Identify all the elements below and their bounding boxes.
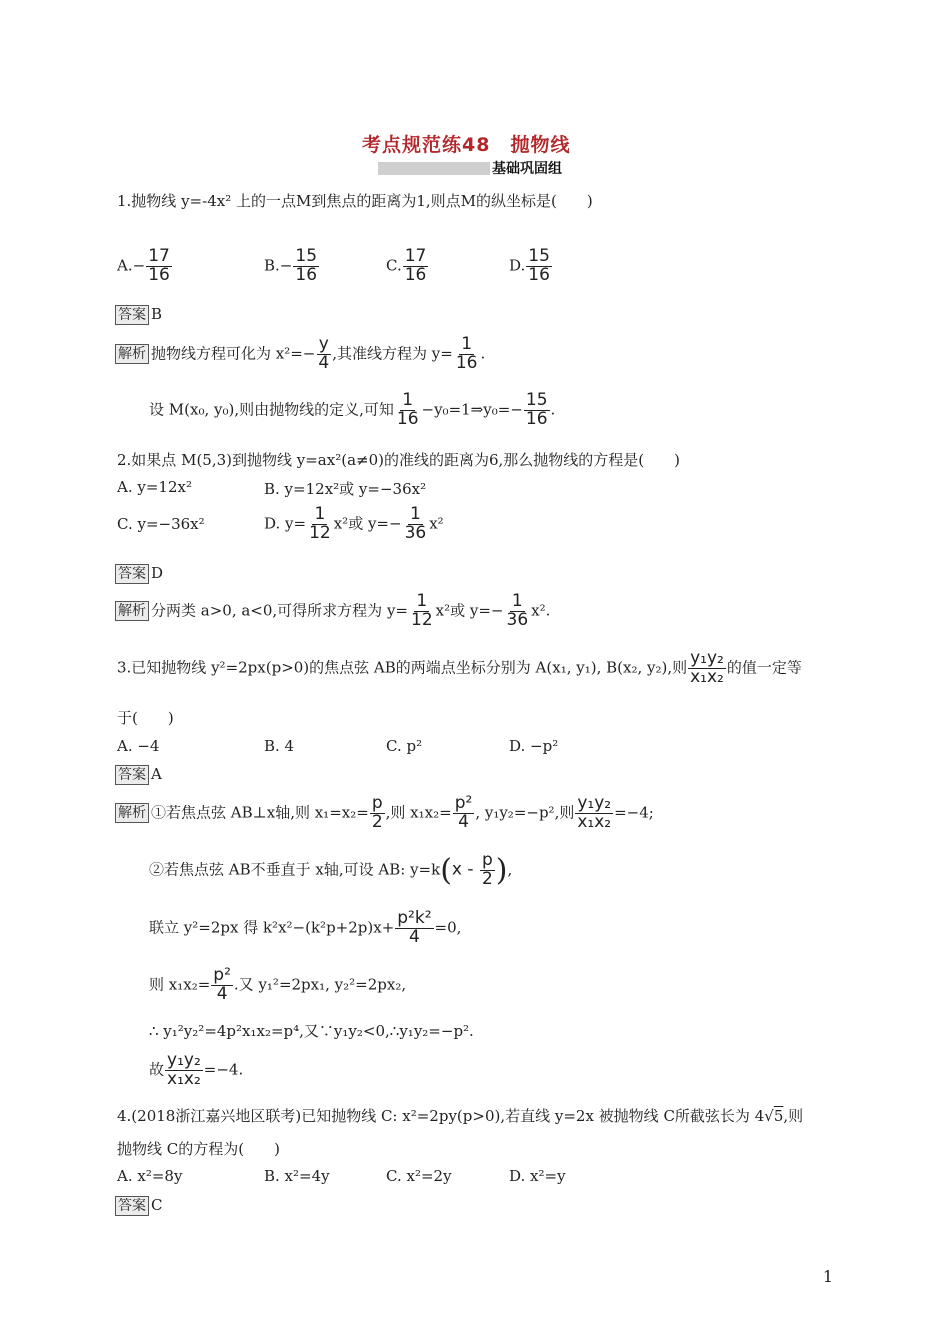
text: =0, xyxy=(434,918,462,937)
fraction xyxy=(409,593,435,630)
fraction xyxy=(307,506,333,543)
numerator: 1 xyxy=(409,504,421,524)
q2-answer xyxy=(115,564,163,584)
text: −y₀=1⇒y₀=− xyxy=(421,400,523,419)
text: x²或 y=− xyxy=(333,514,402,533)
q1-option-d-fraction xyxy=(526,248,552,285)
numerator: 1 xyxy=(511,591,523,611)
text: D. y= xyxy=(264,514,307,533)
numerator: 17 xyxy=(404,246,427,266)
q4-answer xyxy=(115,1196,162,1216)
q3-analysis-line6 xyxy=(149,1052,243,1089)
denominator: x₁x₂ xyxy=(167,1068,201,1089)
denominator: 4 xyxy=(458,811,469,832)
numerator: y xyxy=(318,334,329,354)
text: 故 xyxy=(149,1060,165,1079)
denominator: 16 xyxy=(525,408,548,429)
q1-option-c-label: C. xyxy=(386,256,402,275)
denominator: 12 xyxy=(309,522,331,543)
q4-stem xyxy=(117,1105,803,1126)
q2-option-a: A. y=12x² xyxy=(117,478,192,496)
q1-option-d xyxy=(509,248,553,285)
numerator: p²k² xyxy=(397,908,432,928)
numerator: 15 xyxy=(295,246,318,266)
denominator: 4 xyxy=(318,352,330,373)
text: 抛物线方程可化为 x²=− xyxy=(151,344,316,363)
text: =−4. xyxy=(203,1060,244,1079)
text: , xyxy=(507,860,513,879)
numerator: 1 xyxy=(402,390,414,410)
q4-option-d: D. x²=y xyxy=(509,1167,566,1185)
numerator: p² xyxy=(213,965,231,985)
text: ,则 xyxy=(783,1107,804,1125)
fraction xyxy=(165,1052,203,1089)
q2-analysis xyxy=(115,593,550,630)
text: .又 y₁²=2px₁, y₂²=2px₂, xyxy=(233,975,407,994)
text: 4.(2018浙江嘉兴地区联考)已知抛物线 C: x²=2py(p>0),若直线 y=2x 被抛物线 C所截弦长为 4 xyxy=(117,1107,765,1125)
numerator: p² xyxy=(454,793,473,813)
denominator: 36 xyxy=(506,609,529,630)
numerator: p xyxy=(481,850,493,870)
text: x²或 y=− xyxy=(435,601,504,620)
denominator: 16 xyxy=(295,264,318,285)
q4-option-a: A. x²=8y xyxy=(117,1167,183,1185)
denominator: 16 xyxy=(455,352,478,373)
text: ②若焦点弦 AB不垂直于 x轴,可设 AB: y=k xyxy=(149,860,441,879)
q2-answer-value: D xyxy=(151,564,164,582)
q2-option-d xyxy=(264,506,444,543)
q3-analysis-line2 xyxy=(149,852,512,889)
q1-option-b xyxy=(264,248,320,285)
fraction xyxy=(575,795,613,832)
fraction xyxy=(316,336,331,373)
text: ,其准线方程为 y= xyxy=(332,344,453,363)
denominator: x₁x₂ xyxy=(577,811,612,832)
q1-answer-value: B xyxy=(151,305,163,323)
q4-stem-line2: 抛物线 C的方程为( ) xyxy=(117,1140,280,1158)
fraction xyxy=(370,795,385,832)
text: , y₁y₂=−p²,则 xyxy=(475,803,575,822)
q4-option-c: C. x²=2y xyxy=(386,1167,452,1185)
text: 3.已知抛物线 y²=2px(p>0)的焦点弦 AB的两端点坐标分别为 A(x₁, y₁), B(x₂, y₂),则 xyxy=(117,658,688,677)
text: x² xyxy=(429,514,444,533)
q3-analysis-line3 xyxy=(149,910,461,947)
answer-tag: 答案 xyxy=(115,564,149,584)
text: ,则 x₁x₂= xyxy=(385,803,452,822)
q1-option-b-fraction xyxy=(293,248,319,285)
sqrt-radicand: 5 xyxy=(773,1107,784,1125)
denominator: 16 xyxy=(404,264,427,285)
q3-answer-value: A xyxy=(151,765,162,783)
denominator: 12 xyxy=(411,609,433,630)
q1-option-c xyxy=(386,248,429,285)
q3-analysis-line5: ∴ y₁²y₂²=4p²x₁x₂=p⁴,又∵y₁y₂<0,∴y₁y₂=−p². xyxy=(149,1022,474,1040)
fraction xyxy=(395,392,421,429)
numerator: 15 xyxy=(525,390,548,410)
text: 设 M(x₀, y₀),则由抛物线的定义,可知 xyxy=(149,400,394,419)
text: 分两类 a>0, a<0,可得所求方程为 y= xyxy=(151,601,408,620)
q1-option-b-label: B. xyxy=(264,256,280,275)
q3-answer xyxy=(115,765,162,785)
page-number: 1 xyxy=(822,1267,833,1286)
numerator: 1 xyxy=(314,504,326,524)
q3-stem-line2: 于( ) xyxy=(117,709,174,727)
left-paren: ( xyxy=(440,852,452,888)
q1-option-a xyxy=(117,248,173,285)
q1-option-c-fraction xyxy=(403,248,429,285)
numerator: 17 xyxy=(148,246,170,266)
section-subtitle: 基础巩固组 xyxy=(492,161,562,177)
q3-option-c: C. p² xyxy=(386,737,423,755)
fraction xyxy=(505,593,531,630)
q4-answer-value: C xyxy=(151,1196,163,1214)
q1-analysis-line1 xyxy=(115,336,485,373)
denominator: 4 xyxy=(408,926,420,947)
numerator: p xyxy=(371,793,383,813)
subtitle-bar xyxy=(378,162,490,175)
q1-option-d-label: D. xyxy=(509,256,526,275)
fraction xyxy=(480,852,495,889)
q3-analysis-line4 xyxy=(149,967,406,1004)
denominator: 2 xyxy=(481,868,493,889)
period: . xyxy=(550,400,556,419)
q2-stem: 2.如果点 M(5,3)到抛物线 y=ax²(a≠0)的准线的距离为6,那么抛物线的方程是( ) xyxy=(117,451,681,469)
analysis-tag: 解析 xyxy=(115,344,149,364)
analysis-tag: 解析 xyxy=(115,803,149,823)
numerator: 1 xyxy=(416,591,428,611)
denominator: 4 xyxy=(216,983,228,1004)
numerator: y₁y₂ xyxy=(167,1050,201,1070)
fraction xyxy=(453,795,475,832)
analysis-tag: 解析 xyxy=(115,601,149,621)
denominator: 16 xyxy=(528,264,550,285)
answer-tag: 答案 xyxy=(115,305,149,325)
fraction xyxy=(688,650,726,687)
q1-stem: 1.抛物线 y=-4x² 上的一点M到焦点的距离为1,则点M的纵坐标是( ) xyxy=(117,192,593,210)
denominator: x₁x₂ xyxy=(690,666,724,687)
right-paren: ) xyxy=(495,852,508,888)
q1-option-a-fraction xyxy=(146,248,172,285)
q4-option-b: B. x²=4y xyxy=(264,1167,330,1185)
period: . xyxy=(480,344,486,363)
text: =−4; xyxy=(614,803,654,822)
q3-option-a: A. −4 xyxy=(117,737,160,755)
denominator: 2 xyxy=(371,811,383,832)
q2-option-b: B. y=12x²或 y=−36x² xyxy=(264,480,427,498)
fraction xyxy=(524,392,550,429)
text: 则 x₁x₂= xyxy=(149,975,211,994)
denominator: 16 xyxy=(148,264,170,285)
text: x². xyxy=(531,601,551,620)
q1-analysis-line2 xyxy=(149,392,555,429)
fraction xyxy=(211,967,233,1004)
answer-tag: 答案 xyxy=(115,765,149,785)
q1-answer xyxy=(115,305,162,325)
q3-stem xyxy=(117,650,802,687)
q3-option-d: D. −p² xyxy=(509,737,559,755)
q3-option-b: B. 4 xyxy=(264,737,295,755)
text: 的值一定等 xyxy=(726,658,802,677)
sqrt-sign: √ xyxy=(764,1107,774,1125)
text: ①若焦点弦 AB⊥x轴,则 x₁=x₂= xyxy=(151,803,369,822)
fraction xyxy=(454,336,480,373)
numerator: 1 xyxy=(461,334,473,354)
numerator: y₁y₂ xyxy=(577,793,612,813)
denominator: 36 xyxy=(404,522,427,543)
q2-option-c: C. y=−36x² xyxy=(117,515,205,533)
q3-analysis-line1 xyxy=(115,795,654,832)
denominator: 16 xyxy=(396,408,419,429)
fraction xyxy=(395,910,433,947)
q1-option-b-sign: − xyxy=(279,256,293,275)
q1-option-a-sign: − xyxy=(132,256,146,275)
numerator: y₁y₂ xyxy=(690,648,724,668)
fraction xyxy=(403,506,429,543)
answer-tag: 答案 xyxy=(115,1196,149,1216)
text: 联立 y²=2px 得 k²x²−(k²p+2p)x+ xyxy=(149,918,395,937)
q1-option-a-label: A. xyxy=(117,256,133,275)
numerator: 15 xyxy=(528,246,550,266)
text: x - xyxy=(451,859,479,880)
page-title: 考点规范练48 抛物线 xyxy=(362,134,571,156)
